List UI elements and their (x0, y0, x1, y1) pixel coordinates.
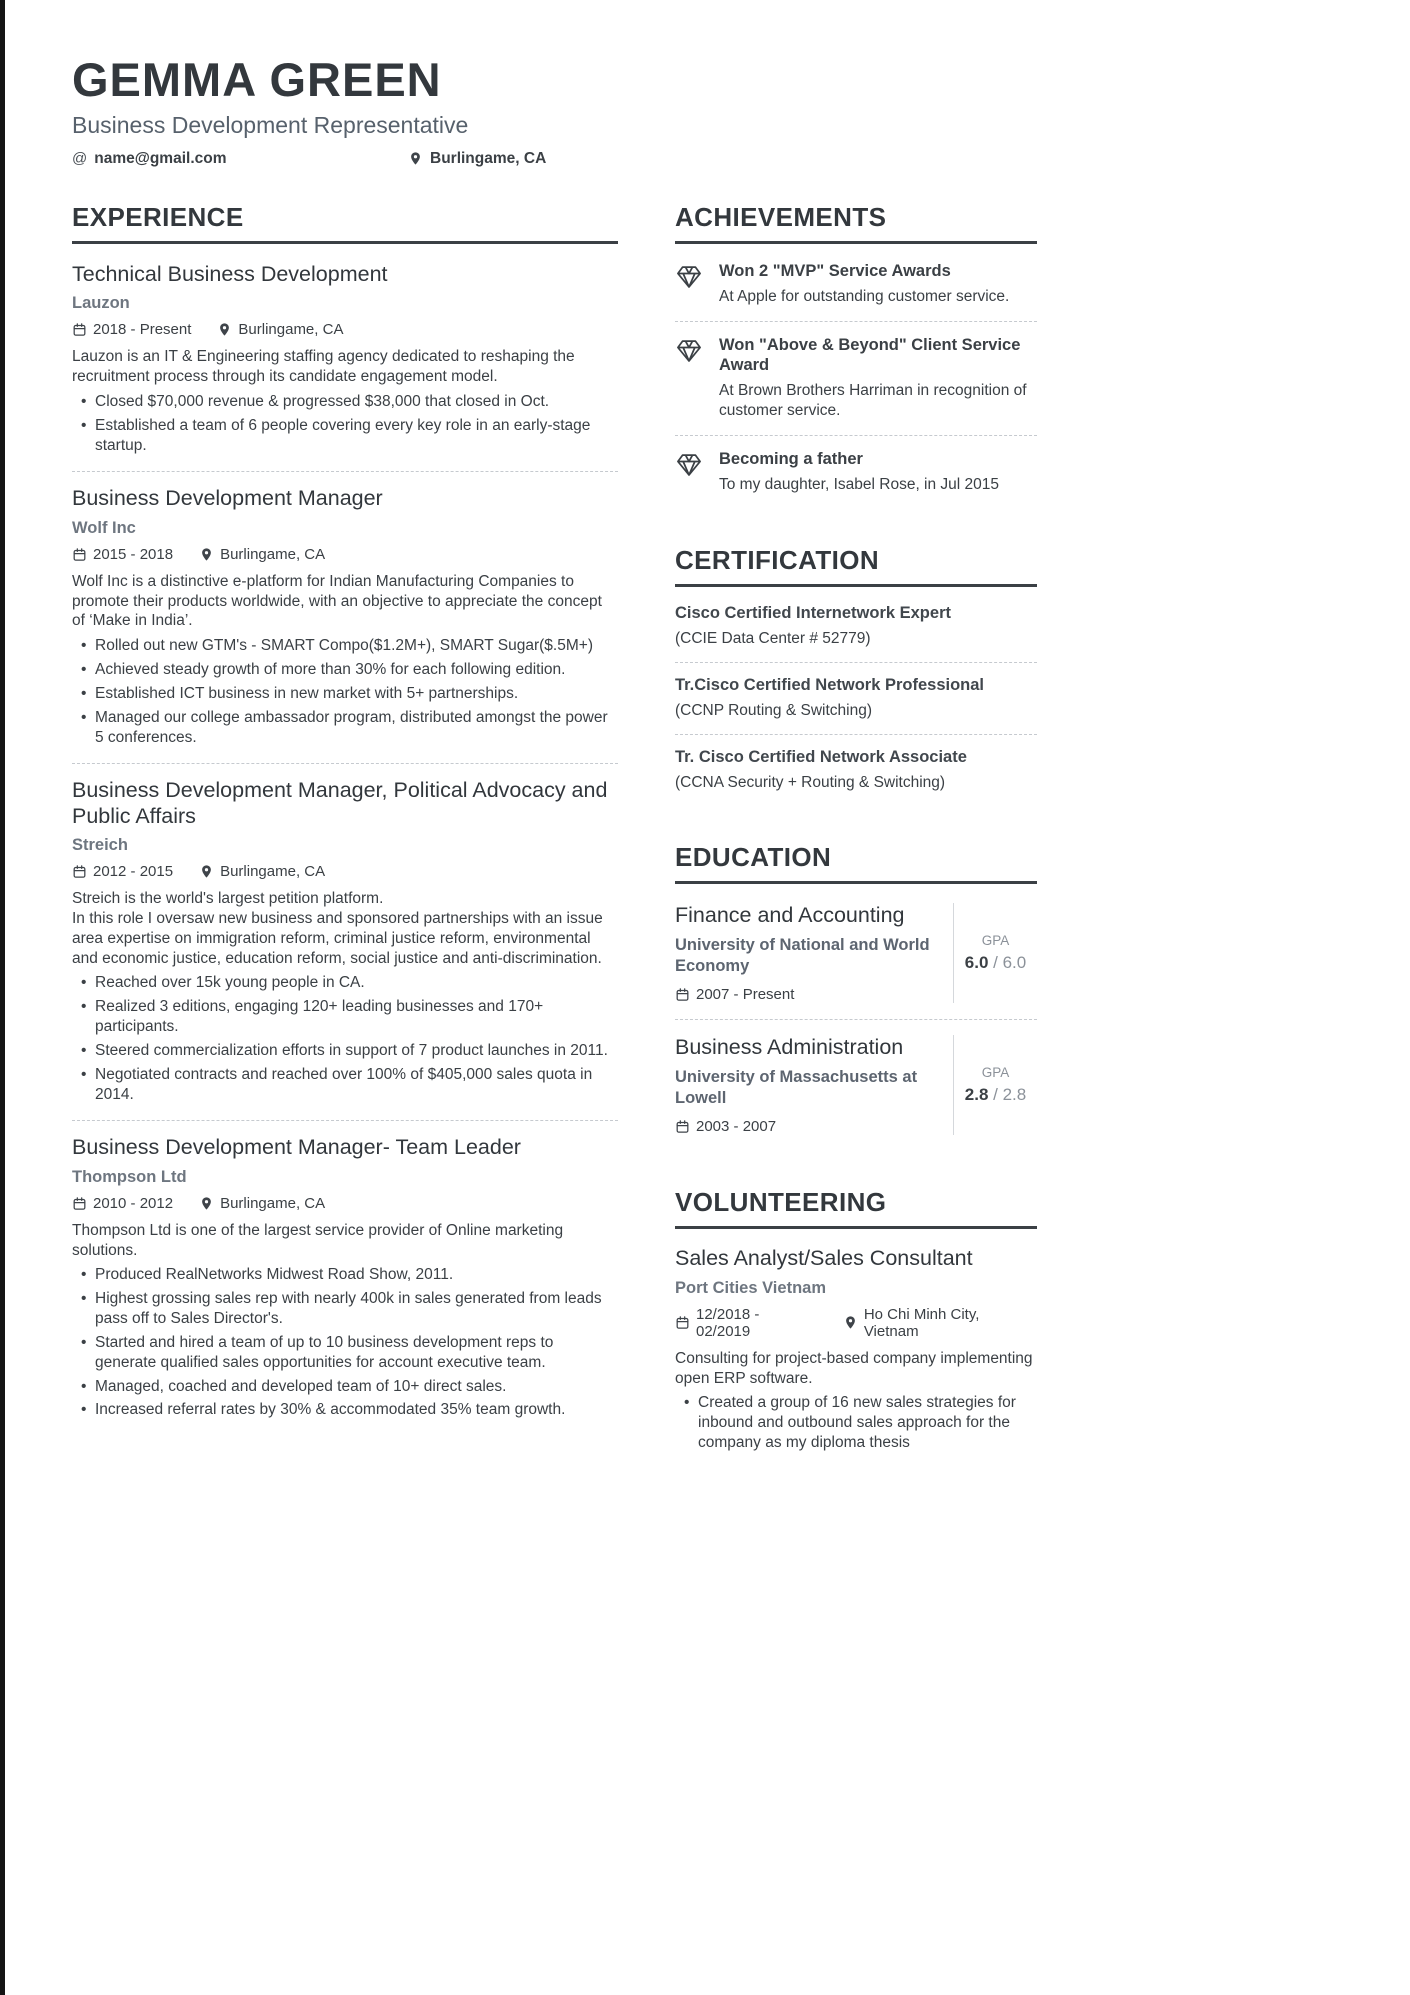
education-meta (675, 1118, 941, 1135)
degree-name: Finance and Accounting (675, 903, 905, 927)
achievement-item (675, 436, 1037, 509)
certification-item (675, 735, 1037, 806)
education-entry (675, 888, 1037, 1020)
bullet-item: • Established ICT business in new market with 5+ partnerships. (72, 684, 618, 704)
contact-location (408, 150, 546, 168)
dates-text: 2018 - Present (93, 321, 192, 339)
bullet-item: • Closed $70,000 revenue & progressed $38,000 that closed in Oct. (72, 392, 618, 412)
job-description: Streich is the world's largest petition platform. (72, 890, 384, 908)
experience-entry (72, 248, 618, 473)
section-title-education: EDUCATION (675, 842, 1037, 884)
job-dates (72, 1195, 173, 1212)
bullet-item: • Managed our college ambassador program, distributed amongst the power 5 conferences. (72, 708, 618, 748)
job-bullets (72, 1265, 618, 1420)
contact-row (72, 150, 1410, 168)
bullet-item: • Realized 3 editions, engaging 120+ leading businesses and 170+ participants. (72, 997, 618, 1037)
resume-header (72, 53, 1410, 168)
job-description: Wolf Inc is a distinctive e-platform for Indian Manufacturing Companies to promote their products worldwide, with an objective to appreciate the concept of ‘Make in India’. (72, 572, 602, 630)
volunteering-entry (675, 1233, 1037, 1453)
calendar-icon (72, 1196, 87, 1211)
job-meta (72, 321, 618, 338)
pin-icon (408, 151, 423, 166)
job-dates (72, 863, 173, 880)
education-dates (675, 986, 794, 1003)
achievement-item (675, 322, 1037, 437)
gpa-value: 2.8 (964, 1085, 989, 1105)
gem-icon (675, 451, 703, 479)
company-name: Streich (72, 836, 128, 855)
section-education (675, 842, 1037, 1151)
gpa-label: GPA (981, 933, 1010, 949)
pin-icon (217, 322, 232, 337)
job-meta (72, 863, 618, 880)
person-job-title: Business Development Representative (72, 111, 469, 138)
person-name: GEMMA GREEN (72, 53, 442, 106)
achievement-description: At Apple for outstanding customer service. (719, 287, 1010, 305)
job-role: Business Development Manager (72, 486, 383, 511)
job-location (217, 321, 343, 338)
education-meta (675, 986, 941, 1003)
job-description: Lauzon is an IT & Engineering staffing agency dedicated to reshaping the recruitment process through its candidate engagement model. (72, 348, 575, 386)
education-main (675, 1035, 941, 1135)
bullet-item: • Created a group of 16 new sales strategies for inbound and outbound sales approach for the company as my diploma thesis (675, 1393, 1037, 1452)
dates-text: 2010 - 2012 (93, 1194, 174, 1212)
achievement-title: Becoming a father (719, 450, 863, 469)
volunteer-meta (675, 1306, 1037, 1340)
pin-icon (199, 547, 214, 562)
calendar-icon (675, 1315, 690, 1330)
bullet-item: • Achieved steady growth of more than 30% for each following edition. (72, 660, 618, 680)
job-role: Business Development Manager- Team Leader (72, 1135, 521, 1160)
bullet-item: • Established a team of 6 people covering every key role in an early-stage startup. (72, 416, 618, 456)
job-meta (72, 1195, 618, 1212)
experience-entry (72, 472, 618, 764)
gpa-value: 6.0 (964, 953, 989, 973)
dates-text: 12/2018 - 02/2019 (696, 1305, 760, 1340)
bullet-item: • Produced RealNetworks Midwest Road Show, 2011. (72, 1265, 618, 1285)
certification-name: Tr. Cisco Certified Network Associate (675, 748, 967, 766)
certification-detail: (CCNP Routing & Switching) (675, 702, 872, 719)
company-name: Wolf Inc (72, 518, 136, 537)
bullet-item: • Started and hired a team of up to 10 business development reps to generate qualified sales opportunities for account executive team. (72, 1333, 618, 1373)
location-text: Burlingame, CA (220, 1194, 326, 1212)
company-name: Thompson Ltd (72, 1167, 187, 1186)
right-column (675, 202, 1037, 1453)
job-role: Business Development Manager, Political Advocacy and Public Affairs (72, 778, 608, 828)
bullet-item: • Highest grossing sales rep with nearly 400k in sales generated from leads pass off to Sales Director's. (72, 1289, 618, 1329)
job-location (199, 546, 325, 563)
volunteer-org: Port Cities Vietnam (675, 1278, 826, 1297)
gpa-value-line (965, 953, 1026, 973)
job-location (199, 863, 325, 880)
job-dates (72, 546, 173, 563)
section-volunteering (675, 1187, 1037, 1453)
certification-name: Cisco Certified Internetwork Expert (675, 604, 951, 622)
gpa-box (953, 903, 1037, 1003)
gpa-label: GPA (981, 1065, 1010, 1081)
location-text: Burlingame, CA (430, 149, 547, 167)
resume-columns (72, 202, 1410, 1453)
calendar-icon (675, 1119, 690, 1134)
job-description: In this role I oversaw new business and sponsored partnerships with an issue area expertise on immigration reform, criminal justice reform, environmental and economic justice, education reform, social justice and anti-discrimination. (72, 909, 603, 967)
bullet-item: • Managed, coached and developed team of 10+ direct sales. (72, 1377, 618, 1397)
section-title-experience: EXPERIENCE (72, 202, 618, 244)
calendar-icon (72, 322, 87, 337)
bullet-item: • Steered commercialization efforts in support of 7 product launches in 2011. (72, 1041, 618, 1061)
achievement-description: At Brown Brothers Harriman in recognition of customer service. (719, 381, 1027, 420)
job-bullets (72, 392, 618, 455)
section-experience (72, 202, 618, 1436)
calendar-icon (72, 864, 87, 879)
experience-entry (72, 764, 618, 1121)
volunteer-description: Consulting for project-based company implementing open ERP software. (675, 1349, 1033, 1387)
achievement-body (719, 449, 999, 495)
certification-item (675, 663, 1037, 735)
gpa-value-line (965, 1085, 1026, 1105)
email-text: name@gmail.com (94, 149, 227, 167)
dates-text: 2012 - 2015 (93, 863, 174, 881)
gem-icon (675, 263, 703, 291)
experience-entry (72, 1121, 618, 1436)
volunteer-role: Sales Analyst/Sales Consultant (675, 1246, 973, 1271)
dates-text: 2007 - Present (696, 986, 795, 1004)
gpa-box (953, 1035, 1037, 1135)
job-meta (72, 546, 618, 563)
job-role: Technical Business Development (72, 261, 388, 286)
pin-icon (199, 864, 214, 879)
degree-name: Business Administration (675, 1035, 904, 1060)
achievement-item (675, 248, 1037, 322)
page-left-edge-artifact (0, 0, 5, 1995)
location-text: Burlingame, CA (220, 863, 326, 881)
bullet-item: • Rolled out new GTM's - SMART Compo($1.2M+), SMART Sugar($.5M+) (72, 636, 618, 656)
pin-icon (843, 1315, 858, 1330)
certification-name: Tr.Cisco Certified Network Professional (675, 676, 985, 694)
bullet-item: • Negotiated contracts and reached over 100% of $405,000 sales quota in 2014. (72, 1065, 618, 1105)
dates-text: 2015 - 2018 (93, 545, 174, 563)
calendar-icon (72, 547, 87, 562)
gpa-scale: / 6.0 (993, 953, 1027, 973)
at-icon: @ (72, 150, 88, 168)
volunteer-dates (675, 1306, 817, 1340)
section-certification (675, 545, 1037, 806)
certification-item (675, 591, 1037, 663)
dates-text: 2003 - 2007 (696, 1118, 777, 1136)
achievement-title: Won "Above & Beyond" Client Service Award (719, 335, 1021, 375)
certification-detail: (CCNA Security + Routing & Switching) (675, 774, 946, 791)
calendar-icon (675, 987, 690, 1002)
pin-icon (199, 1196, 214, 1211)
volunteer-location (843, 1306, 1037, 1340)
section-title-certification: CERTIFICATION (675, 545, 1037, 587)
left-column (72, 202, 618, 1453)
school-name: University of Massachusetts at Lowell (675, 1068, 918, 1108)
job-location (199, 1195, 325, 1212)
location-text: Ho Chi Minh City, Vietnam (863, 1305, 980, 1340)
company-name: Lauzon (72, 294, 130, 313)
job-bullets (72, 973, 618, 1104)
education-main (675, 903, 941, 1003)
achievement-body (719, 335, 1037, 422)
job-dates (72, 321, 191, 338)
school-name: University of National and World Economy (675, 936, 930, 976)
section-achievements (675, 202, 1037, 509)
certification-detail: (CCIE Data Center # 52779) (675, 630, 871, 647)
bullet-item: • Reached over 15k young people in CA. (72, 973, 618, 993)
achievement-description: To my daughter, Isabel Rose, in Jul 2015 (719, 475, 1000, 493)
gpa-scale: / 2.8 (993, 1085, 1027, 1105)
education-dates (675, 1118, 776, 1135)
achievement-body (719, 261, 1009, 307)
job-description: Thompson Ltd is one of the largest service provider of Online marketing solutions. (72, 1221, 564, 1259)
education-entry (675, 1020, 1037, 1151)
section-title-achievements: ACHIEVEMENTS (675, 202, 1037, 244)
location-text: Burlingame, CA (220, 545, 326, 563)
location-text: Burlingame, CA (238, 321, 344, 339)
job-bullets (72, 636, 618, 747)
achievement-title: Won 2 "MVP" Service Awards (719, 261, 951, 280)
volunteer-bullets (675, 1393, 1037, 1452)
bullet-item: • Increased referral rates by 30% & accommodated 35% team growth. (72, 1400, 618, 1420)
section-title-volunteering: VOLUNTEERING (675, 1187, 1037, 1229)
contact-email (72, 150, 408, 168)
gem-icon (675, 337, 703, 365)
